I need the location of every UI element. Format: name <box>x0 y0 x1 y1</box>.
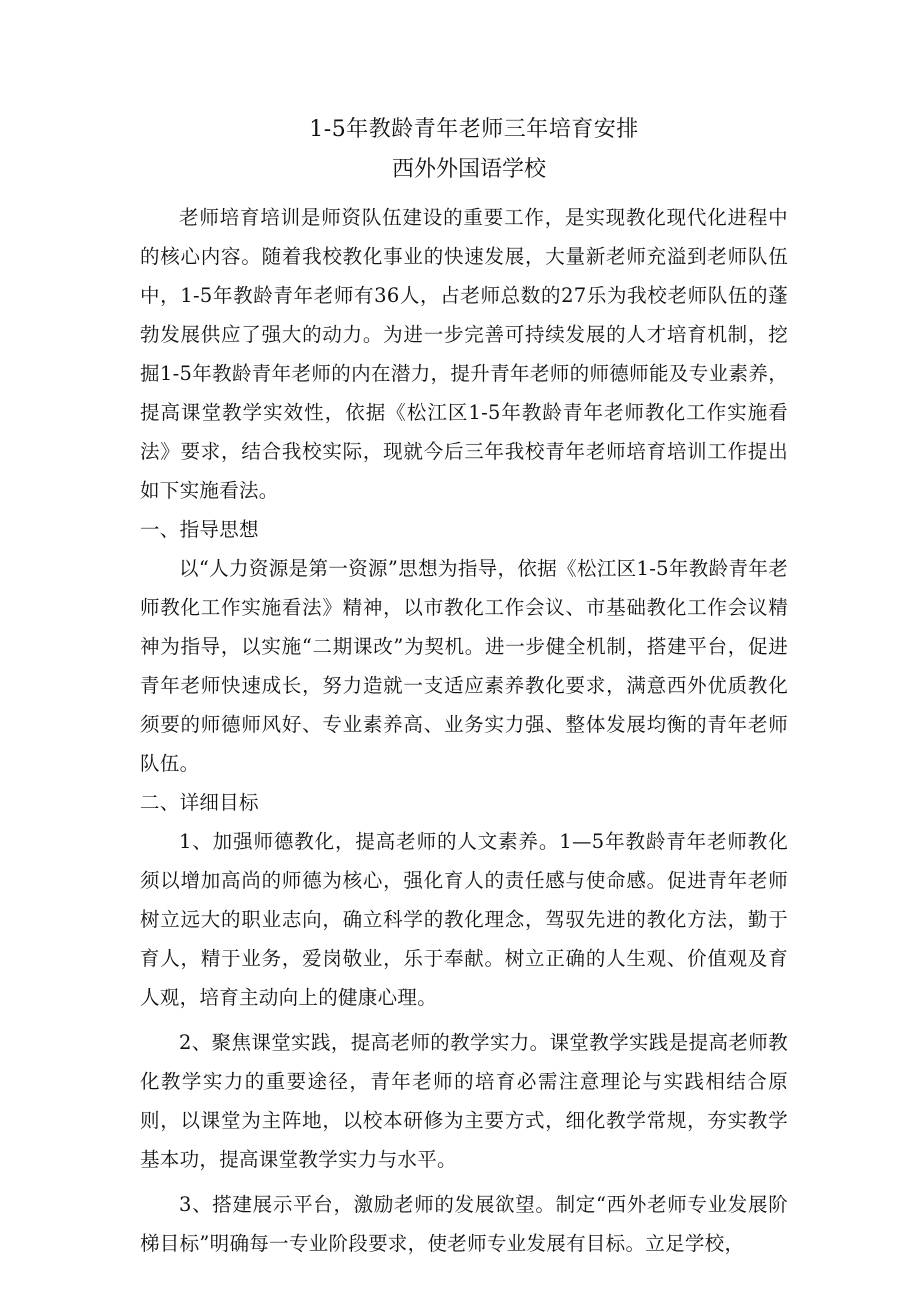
section-heading-guiding-ideology: 一、指导思想 <box>140 518 259 541</box>
goal-item-1: 1、加强师德教化，提高老师的人文素养。1—5年教龄青年老师教化须以增加高尚的师德为核心，强化育人的责任感与使命感。促进青年老师树立远大的职业志向，确立科学的教化理念，驾驭先进的教化方法，勤于育人，精于业务，爱岗敬业，乐于奉献。树立正确的人生观、价值观及育人观，培育主动向上的健康心理。 <box>140 830 788 1009</box>
section-heading-specific-goals: 二、详细目标 <box>140 791 259 814</box>
school-name: 西外外国语学校 <box>391 157 546 182</box>
goal-item-2: 2、聚焦课堂实践，提高老师的教学实力。课堂教学实践是提高老师教化教学实力的重要途径，青年老师的培育必需注意理论与实践相结合原则，以课堂为主阵地，以校本研修为主要方式，细化教学常规，夯实教学基本功，提高课堂教学实力与水平。 <box>140 1031 788 1171</box>
document-title: 1-5年教龄青年老师三年培育安排 <box>309 117 639 142</box>
guiding-ideology-paragraph: 以“人力资源是第一资源”思想为指导，依据《松江区1-5年教龄青年老师教化工作实施看法》精神，以市教化工作会议、市基础教化工作会议精神为指导，以实施“二期课改”为契机。进一步健全机制，搭建平台，促进青年老师快速成长，努力造就一支适应素养教化要求，满意西外优质教化须要的师德师风好、专业素养高、业务实力强、整体发展均衡的青年老师队伍。 <box>140 557 788 775</box>
intro-paragraph: 老师培育培训是师资队伍建设的重要工作，是实现教化现代化进程中的核心内容。随着我校教化事业的快速发展，大量新老师充溢到老师队伍中，1-5年教龄青年老师有36人，占老师总数的27乐为我校老师队伍的蓬勃发展供应了强大的动力。为进一步完善可持续发展的人才培育机制，挖掘1-5年教龄青年老师的内在潜力，提升青年老师的师德师能及专业素养，提高课堂教学实效性，依据《松江区1-5年教龄青年老师教化工作实施看法》要求，结合我校实际，现就今后三年我校青年老师培育培训工作提出如下实施看法。 <box>140 206 788 502</box>
goal-item-3: 3、搭建展示平台，激励老师的发展欲望。制定“西外老师专业发展阶梯目标”明确每一专业阶段要求，使老师专业发展有目标。立足学校， <box>140 1193 788 1255</box>
